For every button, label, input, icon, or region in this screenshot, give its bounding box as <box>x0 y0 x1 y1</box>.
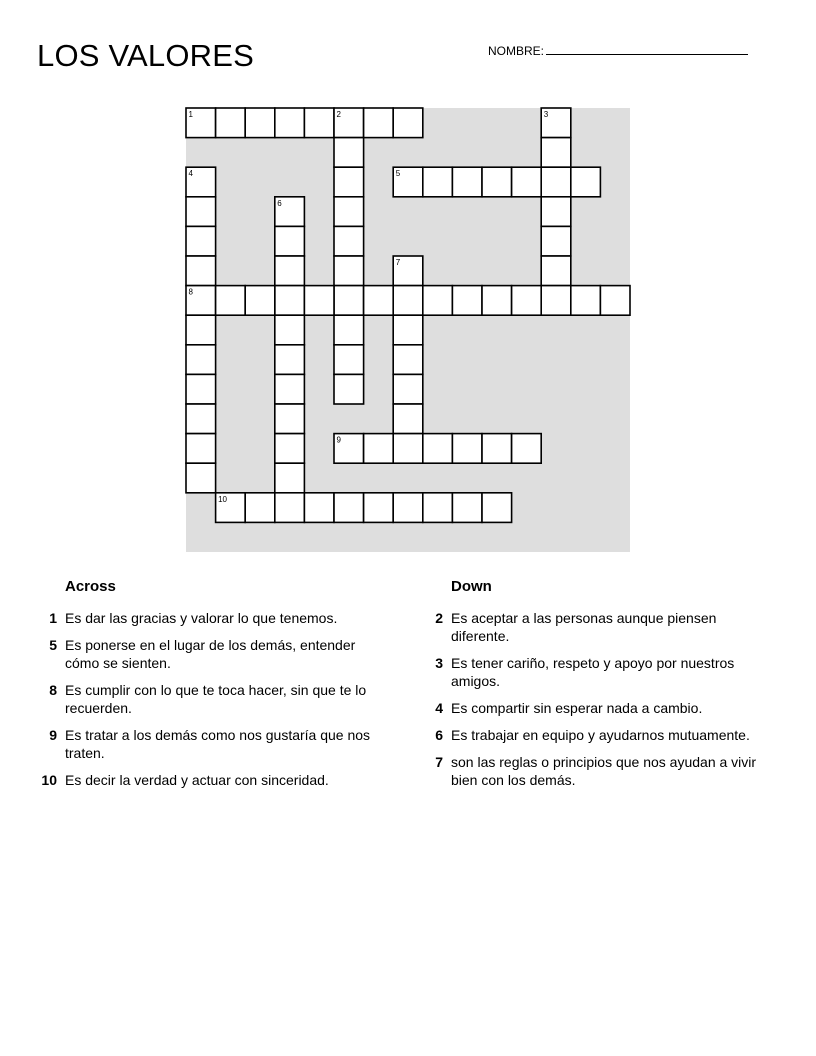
crossword-cell[interactable] <box>393 434 423 464</box>
cell-number: 2 <box>336 110 341 119</box>
crossword-cell[interactable] <box>393 286 423 316</box>
down-heading: Down <box>451 578 492 595</box>
crossword-cell[interactable] <box>452 493 482 523</box>
crossword-cell[interactable] <box>452 286 482 316</box>
crossword-cell[interactable] <box>541 286 571 316</box>
crossword-cell[interactable] <box>512 167 542 197</box>
crossword-cell[interactable] <box>364 108 394 138</box>
crossword-cell[interactable] <box>482 286 512 316</box>
crossword-cell[interactable] <box>393 315 423 345</box>
crossword-cell[interactable] <box>186 434 216 464</box>
crossword-cell[interactable] <box>275 404 305 434</box>
crossword-cell[interactable] <box>423 434 453 464</box>
crossword-cell[interactable] <box>364 493 394 523</box>
crossword-cell[interactable] <box>393 493 423 523</box>
across-clue-list <box>37 609 387 789</box>
crossword-cell[interactable] <box>334 493 364 523</box>
clue-number: 10 <box>41 772 57 788</box>
crossword-cell[interactable] <box>600 286 630 316</box>
down-clues <box>423 578 768 798</box>
cell-number: 10 <box>218 494 228 504</box>
down-clue <box>423 609 768 645</box>
crossword-cell[interactable] <box>541 167 571 197</box>
across-clue <box>37 771 387 789</box>
crossword-cell[interactable] <box>304 108 334 138</box>
clue-number: 9 <box>49 727 57 743</box>
crossword-cell[interactable] <box>482 434 512 464</box>
crossword-cell[interactable] <box>304 286 334 316</box>
clue-text: Es cumplir con lo que te toca hacer, sin que te lo recuerden. <box>65 682 367 716</box>
down-clue <box>423 654 768 690</box>
crossword-cell[interactable] <box>393 374 423 404</box>
crossword-cell[interactable] <box>245 493 275 523</box>
name-field <box>488 42 748 59</box>
crossword-cell[interactable] <box>571 167 601 197</box>
down-clue <box>423 753 768 789</box>
crossword-cell[interactable] <box>186 404 216 434</box>
crossword-cell[interactable] <box>186 315 216 345</box>
clue-text: Es ponerse en el lugar de los demás, entender cómo se sienten. <box>65 637 356 671</box>
crossword-cell[interactable] <box>423 286 453 316</box>
clue-text: Es decir la verdad y actuar con sinceridad. <box>65 772 329 788</box>
crossword-cell[interactable] <box>334 374 364 404</box>
across-clue <box>37 609 387 627</box>
clue-number: 3 <box>435 655 443 671</box>
crossword-cell[interactable] <box>334 167 364 197</box>
clue-text: Es trabajar en equipo y ayudarnos mutuamente. <box>451 727 750 743</box>
cell-number: 9 <box>336 435 341 445</box>
crossword-cell[interactable] <box>334 226 364 256</box>
crossword-grid-svg <box>186 108 630 552</box>
down-clue <box>423 699 768 717</box>
crossword-cell[interactable] <box>275 315 305 345</box>
crossword-cell[interactable] <box>364 434 394 464</box>
clue-number: 1 <box>49 610 57 626</box>
crossword-cell[interactable] <box>186 463 216 493</box>
crossword-cell[interactable] <box>186 345 216 375</box>
crossword-cell[interactable] <box>186 197 216 227</box>
crossword-cell[interactable] <box>541 138 571 168</box>
crossword-cell[interactable] <box>512 434 542 464</box>
across-clues <box>37 578 387 798</box>
clue-number: 5 <box>49 637 57 653</box>
crossword-cell[interactable] <box>482 167 512 197</box>
down-clue <box>423 726 768 744</box>
crossword-cell[interactable] <box>275 345 305 375</box>
crossword-cell[interactable] <box>393 345 423 375</box>
across-clue <box>37 681 387 717</box>
crossword-cell[interactable] <box>452 167 482 197</box>
crossword-grid <box>186 108 630 552</box>
crossword-cell[interactable] <box>512 286 542 316</box>
cell-number: 8 <box>188 287 193 297</box>
cell-number: 5 <box>395 169 401 179</box>
down-clue-list <box>423 609 768 789</box>
crossword-cell[interactable] <box>216 286 246 316</box>
crossword-cell[interactable] <box>275 226 305 256</box>
name-blank-line[interactable] <box>546 42 748 55</box>
crossword-cell[interactable] <box>275 493 305 523</box>
clue-text: Es aceptar a las personas aunque piensen diferente. <box>451 610 717 644</box>
clue-text: Es tener cariño, respeto y apoyo por nuestros amigos. <box>451 655 735 689</box>
clue-text: Es compartir sin esperar nada a cambio. <box>451 700 703 716</box>
crossword-cell[interactable] <box>334 138 364 168</box>
crossword-cell[interactable] <box>541 197 571 227</box>
crossword-cell[interactable] <box>423 493 453 523</box>
crossword-cell[interactable] <box>275 108 305 138</box>
page-title: LOS VALORES <box>37 38 254 73</box>
clue-number: 7 <box>435 754 443 770</box>
crossword-cell[interactable] <box>541 256 571 286</box>
crossword-cell[interactable] <box>186 374 216 404</box>
name-label: NOMBRE: <box>488 44 545 58</box>
cell-number: 7 <box>395 258 401 267</box>
crossword-cell[interactable] <box>364 286 394 316</box>
crossword-cell[interactable] <box>452 434 482 464</box>
cell-number: 6 <box>277 198 282 208</box>
crossword-cell[interactable] <box>334 315 364 345</box>
crossword-cell[interactable] <box>216 108 246 138</box>
across-heading: Across <box>65 578 116 595</box>
crossword-cell[interactable] <box>334 345 364 375</box>
crossword-cell[interactable] <box>541 226 571 256</box>
crossword-cell[interactable] <box>275 374 305 404</box>
crossword-cell[interactable] <box>393 108 423 138</box>
crossword-cell[interactable] <box>275 256 305 286</box>
clue-text: Es tratar a los demás como nos gustaría que nos traten. <box>65 727 371 761</box>
crossword-cell[interactable] <box>304 493 334 523</box>
crossword-cell[interactable] <box>393 404 423 434</box>
clue-text: son las reglas o principios que nos ayudan a vivir bien con los demás. <box>451 754 757 788</box>
crossword-cell[interactable] <box>275 434 305 464</box>
crossword-cell[interactable] <box>334 256 364 286</box>
crossword-cell[interactable] <box>571 286 601 316</box>
clue-number: 8 <box>49 682 57 698</box>
crossword-cell[interactable] <box>482 493 512 523</box>
cell-number: 4 <box>188 169 193 179</box>
crossword-cell[interactable] <box>245 286 275 316</box>
clue-number: 4 <box>435 700 443 716</box>
clue-text: Es dar las gracias y valorar lo que tenemos. <box>65 610 338 626</box>
crossword-cell[interactable] <box>423 167 453 197</box>
crossword-cell[interactable] <box>186 226 216 256</box>
crossword-cell[interactable] <box>334 286 364 316</box>
crossword-cell[interactable] <box>245 108 275 138</box>
cell-number: 1 <box>188 110 193 119</box>
crossword-cell[interactable] <box>334 197 364 227</box>
cell-number: 3 <box>543 110 549 119</box>
clue-number: 6 <box>435 727 443 743</box>
crossword-cell[interactable] <box>186 256 216 286</box>
crossword-cell[interactable] <box>275 463 305 493</box>
across-clue <box>37 726 387 762</box>
crossword-cell[interactable] <box>275 286 305 316</box>
across-clue <box>37 636 387 672</box>
clue-number: 2 <box>435 610 443 626</box>
